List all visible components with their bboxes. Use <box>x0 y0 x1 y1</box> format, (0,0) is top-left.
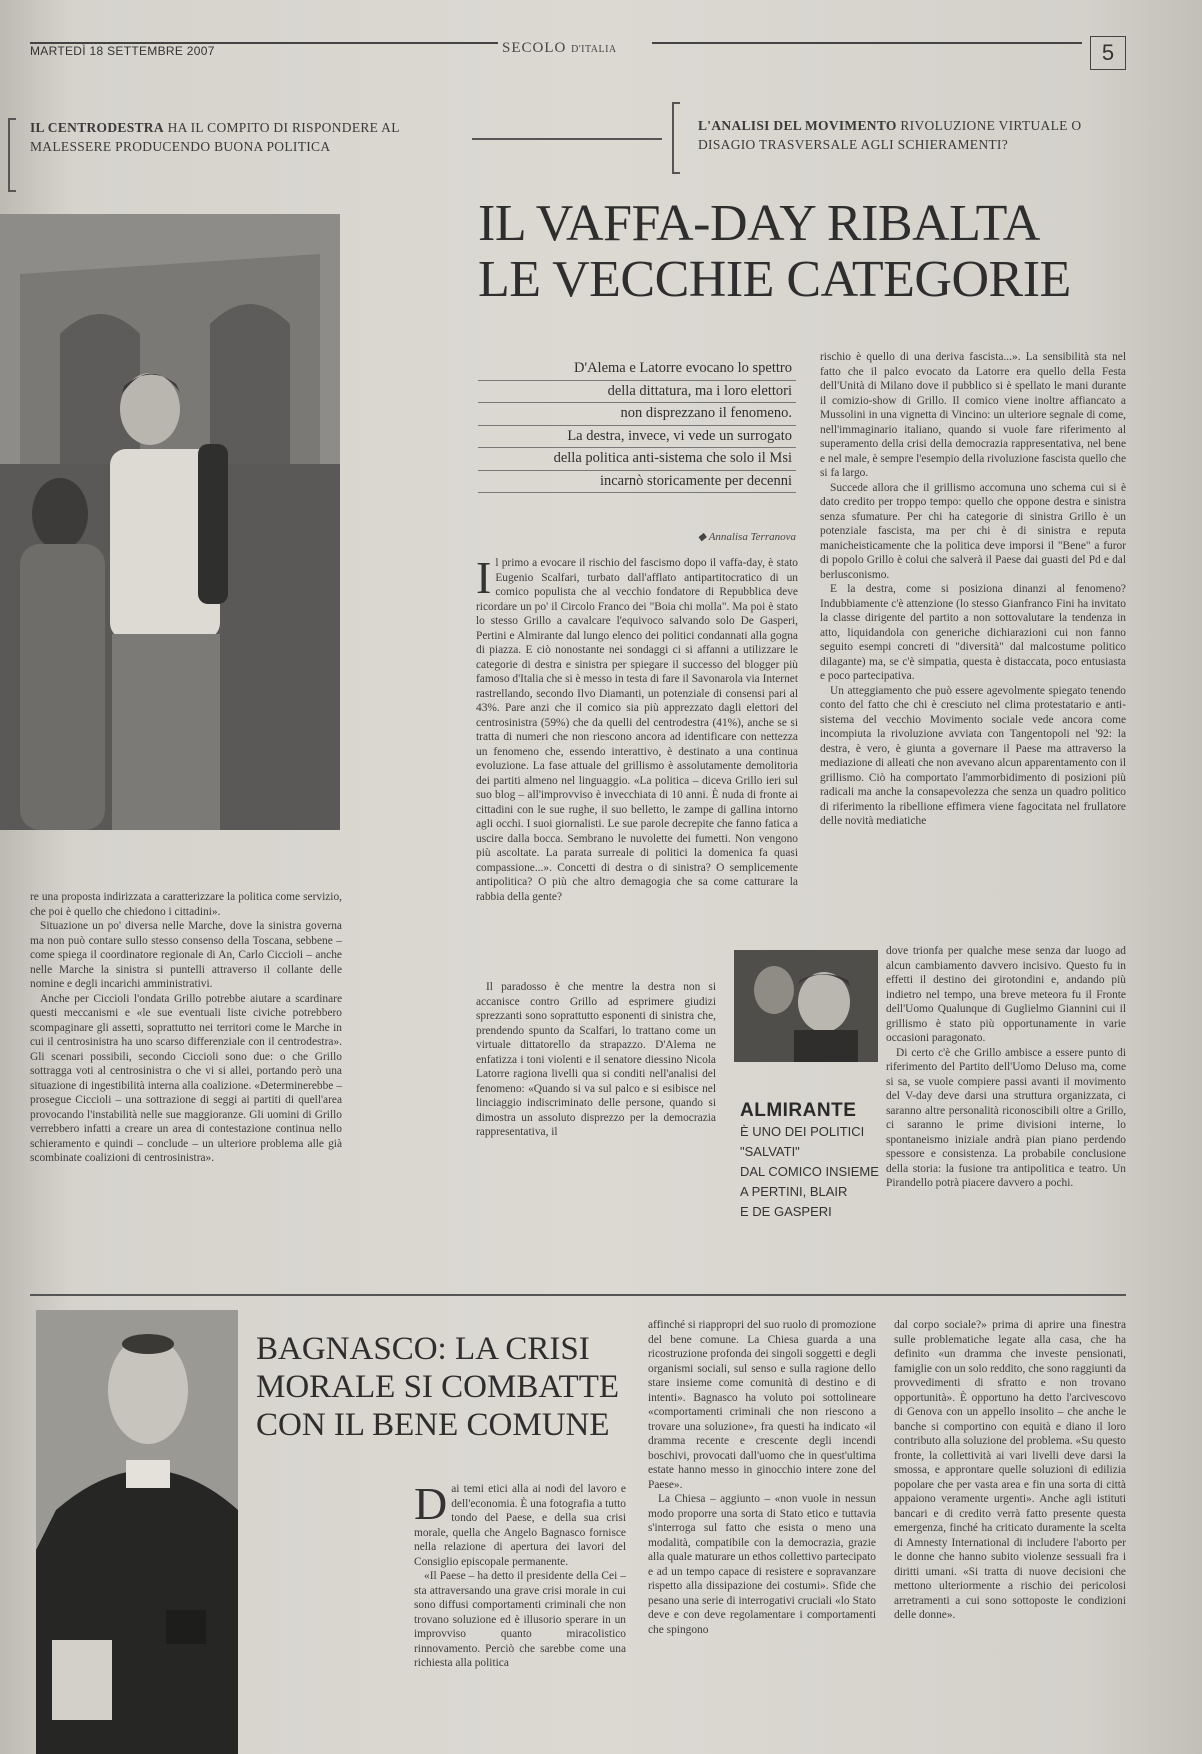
caption-name: ALMIRANTE <box>740 1100 857 1121</box>
masthead-title: SECOLO <box>502 40 567 56</box>
page-number: 5 <box>1090 36 1126 70</box>
main-headline <box>478 196 1178 308</box>
second-headline-line: MORALE SI COMBATTE <box>256 1369 620 1405</box>
second-column-2 <box>648 1318 876 1750</box>
left-col-paragraph: re una proposta indirizzata a caratterizzare la politica come servizio, che poi è quello che chiedono i cittadini». <box>30 891 342 918</box>
second-headline <box>256 1330 636 1444</box>
bagnasco-photo <box>36 1310 238 1754</box>
main-column-b <box>820 350 1126 944</box>
left-column <box>30 890 342 1266</box>
kicker-right-bold: L'ANALISI DEL MOVIMENTO <box>698 118 897 133</box>
almirante-photo-illustration <box>734 950 878 1062</box>
main-column-a <box>476 556 798 980</box>
kicker-left <box>30 118 410 156</box>
kicker-left-bold: IL CENTRODESTRA <box>30 120 164 135</box>
main-col-b-paragraph: Un atteggiamento che può essere agevolmente spiegato tenendo conto del fatto che chi è cresciuto nel clima protestatario e anti-sistema del vecchio Movimento sociale vede ancora come incompiuta la rivoluzione avviata con Tangentopoli nel '92: la destra, è vero, è giunta a governare il Paese ma attraverso la mediazione di alleati che non avevano alcun apparentamento con il grillismo. Ciò ha comportato l'ammorbidimento di posizioni più radicali ma anche la consapevolezza che senza un quadro politico di riferimento la ribellione effimera viene fagocitata nel frullatore delle novità mediatiche <box>820 684 1126 827</box>
subdeck-line: della politica anti-sistema che solo il Msi <box>478 448 796 471</box>
main-column-b-cont <box>886 944 1126 1254</box>
second-col2-paragraph: affinché si riappropri del suo ruolo di promozione del bene comune. La Chiesa guarda a una ricostruzione profonda dei singoli soggetti e degli organismi sociali, sul senso e sulla ragione dello stare insieme come comunità di destino e di intenti». Bagnasco ha voluto poi sottolineare «comportamenti criminali che non riescono a trovare una soluzione», fra questi ha indicato «il dramma recente e crescente degli incendi boschivi, provocati dall'uomo che in quest'ultima estate hanno messo in ginocchio intere zone del Paese». <box>648 1319 876 1491</box>
caption-line: E DE GASPERI <box>740 1204 832 1219</box>
header-date: MARTEDÌ 18 SETTEMBRE 2007 <box>30 44 215 58</box>
second-col3-paragraph: dal corpo sociale?» prima di aprire una finestra sulle problematiche legate alla casa, che ha definito «un dramma che investe pensionati, famiglie con un solo reddito, che sono raggiunti da provvedimenti di sfratto e non trovano opportunità». È opportuno ha detto l'arcivescovo di Genova con un appello insolito – che anche le banche si comportino con equità e diano il loro contributo alla soluzione del problema. «Su questo fronte, la collettività ai vari livelli deve darsi la smossa, e approntare quelle soluzioni di edilizia popolare che per vasta area e fin una sorta di città appaiono veramente urgenti». Anche agli istituti bancari e di credito verrà fatto presente questa emergenza, finché ha criticato duramente la scelta di Amnesty International di includere l'aborto per le donne che hanno subito violenze sessuali fra i diritti umani. «Si tratta di nuove decisioni che mettono ulteriormente a rischio dei pericolosi arretramenti a cui sono sottoposte le condizioni delle donne». <box>894 1319 1126 1621</box>
subdeck-line: incarnò storicamente per decenni <box>478 471 796 494</box>
byline-diamond-icon: ◆ <box>697 531 709 543</box>
main-col-b-paragraph: rischio è quello di una deriva fascista...». La sensibilità sta nel fatto che il palco evocato da Latorre era quello della Festa dell'Unità di Milano dove il pubblico si è spellato le mani durante il comizio-show di Grillo. Il comico viene inoltre affiancato a Mussolini in una vignetta di Vincino: un ulteriore segnale di come, nell'immaginario italiano, quando si vuole fare riferimento al superamento della crisi della democrazia rappresentativa, nel bene e nel male, è sempre l'esempio della rivoluzione fascista quello che si fa largo. <box>820 351 1126 479</box>
main-headline-line2: LE VECCHIE CATEGORIE <box>478 251 1071 308</box>
almirante-photo <box>734 950 878 1062</box>
dropcap: D <box>414 1482 448 1529</box>
byline-author: Annalisa Terranova <box>708 531 796 543</box>
second-column-3 <box>894 1318 1126 1750</box>
dropcap: I <box>476 556 492 603</box>
main-col-b-paragraph: E la destra, come si posiziona dinanzi al fenomeno? Indubbiamente c'è attenzione (lo stesso Gianfranco Fini ha invitato la classe dirigente del partito a non sottovalutare la tendenza in atto, liquidandola con generiche dichiarazioni cui non fanno seguito esempi concreti di "diversità" dal malcostume politico dilagante) ma, se c'è simpatia, questa è distaccata, poco entusiasta e poco partecipativa. <box>820 583 1126 682</box>
main-photo-young-people <box>0 214 340 830</box>
caption-line: "SALVATI" <box>740 1144 800 1159</box>
second-col2-paragraph: La Chiesa – aggiunto – «non vuole in nessun modo proporre una sorta di Stato etico e tuttavia s'interroga sul fatto che esista o meno una modalità, compatibile con la democrazia, grazie alla quale maturare un ethos collettivo partecipato e ad un tempo capace di resistere e sopravanzare rispetto alla dissipazione dei costumi». Sfide che pesano una serie di interrogativi cruciali «lo Stato deve e con deve regolamentare i comportamenti che spingono <box>648 1493 876 1636</box>
kicker-right-brace <box>672 102 680 174</box>
second-column-1 <box>414 1482 626 1750</box>
main-photo-illustration <box>0 214 340 830</box>
main-col-b-paragraph: Di certo c'è che Grillo ambisce a essere punto di riferimento del Partito dell'Uomo Deluso ma, come si sa, se vuole compiere passi avanti il movimento del V-day deve darsi una struttura organizzata, ci saranno altre personalità riconoscibili oltre a Grillo, ci saranno le prime divisioni interne, lo spontaneismo iniziale andrà pian piano perdendo spessore e consistenza. La probabile conclusione della storia: la fusione tra antipolitica e teatro. Un Pirandello potrà piacere davvero a pochi. <box>886 1046 1126 1189</box>
second-col1-paragraph: Dai temi etici alla ai nodi del lavoro e dell'economia. È una fotografia a tutto tondo del Paese, e della sua crisi morale, quella che Angelo Bagnasco fornisce nella relazione di apertura dei lavori del Consiglio episcopale permanente. <box>414 1482 626 1568</box>
main-col-b-paragraph: Succede allora che il grillismo accomuna uno schema cui si è dato credito per troppo tempo: quello che oppone destra e sinistra senza sfumature. Per chi ha categorie di sinistra Grillo è un potenziale fascista, ma per chi è di sinistra e reputa manicheisticamente che la politica deve imporsi il "Bene" a furor di popolo Grillo è colui che salverà il Paese dai guasti del Pd e dal berlusconismo. <box>820 481 1126 581</box>
subdeck <box>478 358 796 493</box>
main-headline-line1: IL VAFFA-DAY RIBALTA <box>478 195 1040 252</box>
bagnasco-photo-illustration <box>36 1310 238 1754</box>
main-col-b-paragraph: dove trionfa per qualche mese senza dar luogo ad alcun cambiamento davvero incisivo. Questo fu in effetti il destino dei girotondini e, andando più indietro nel tempo, una breve meteora fu il Fronte dell'Uomo Qualunque di Guglielmo Giannini cui il grillismo è stato più opportunamente in varie occasioni paragonato. <box>886 945 1126 1044</box>
kicker-left-brace <box>8 118 16 192</box>
kicker-right <box>698 116 1118 154</box>
masthead <box>502 40 617 57</box>
subdeck-line: La destra, invece, vi vede un surrogato <box>478 426 796 449</box>
main-column-a-cont <box>476 980 716 1254</box>
caption-line: A PERTINI, BLAIR <box>740 1184 848 1199</box>
subdeck-line: della dittatura, ma i loro elettori <box>478 381 796 404</box>
left-col-paragraph: Anche per Ciccioli l'ondata Grillo potrebbe aiutare a scardinare questi meccanismi e «le sue eventuali liste civiche potrebbero scompaginare gli assetti, soprattutto nei territori come le Marche in cui il centrosinistra ha uno scarso differenziale con il centrodestra». Gli scenari possibili, secondo Ciccioli sono due: o che Grillo sottragga voti al centrosinistra o che vi si allei, portando però una situazione di ingestibilità interna alla coalizione. «Determinerebbe – prosegue Ciccioli – una sottrazione di seggi ai partiti di quell'area provocando l'instabilità nelle sue maggioranze. Gli uomini di Grillo verrebbero infatti a creare un area di contestazione continua nello schieramento e quindi – conclude – un ulteriore problema alle già scombinate coalizioni di centrosinistra». <box>30 992 342 1164</box>
kicker-right-text: RIVOLUZIONE VIRTUALE O DISAGIO TRASVERSALE AGLI SCHIERAMENTI? <box>698 118 1082 152</box>
main-col-a-paragraph: Il paradosso è che mentre la destra non si accanisce contro Grillo ad esprimere giudizi sprezzanti sono soprattutto esponenti di sinistra che, prendendo spunto da Scalfari, lo trattano come un virtuale dittatorello da strapazzo. D'Alema ne enfatizza i toni violenti e il senatore diessino Nicola Latorre ragiona livelli qua si conditi nell'analisi del fenomeno: «Quando si va sul palco e si esibisce nel linciaggio indiscriminato delle persone, quando si dimostra un assoluto disprezzo per la democrazia rappresentativa, il <box>476 981 716 1138</box>
caption-line: DAL COMICO INSIEME <box>740 1164 879 1179</box>
second-headline-line: CON IL BENE COMUNE <box>256 1407 610 1443</box>
masthead-suffix: D'ITALIA <box>571 44 617 55</box>
caption-line: È UNO DEI POLITICI <box>740 1124 865 1139</box>
section-divider <box>30 1294 1126 1296</box>
byline <box>662 530 796 543</box>
kicker-left-text: HA IL COMPITO DI RISPONDERE AL MALESSERE PRODUCENDO BUONA POLITICA <box>30 120 400 154</box>
main-col-a-paragraph: Il primo a evocare il rischio del fascismo dopo il vaffa-day, è stato Eugenio Scalfari, turbato dall'afflato antipartitocratico di un comico populista che al vecchio fondatore di Repubblica deve ricordare un po' il Circolo Franco dei "Boia chi molla". Ma poi è stato lo stesso Grillo a cavalcare l'equivoco salvando solo De Gasperi, Pertini e Almirante dal lungo elenco dei politici condannati alla gogna di piazza. E ciò nonostante nei sondaggi ci si affanni a utilizzare le categorie di destra e sinistra per spiegare il successo del blogger più famoso d'Italia che si è messo in testa di fare il Savonarola via Internet rastrellando, secondo Ilvo Diamanti, un potenziale di consensi pari al 43%. Pare anzi che il comico sia più apprezzato dagli elettori del centrosinistra (59%) che da quelli del centrodestra (41%), anche se si tratta di numeri che non riescono ancora ad identificare con nettezza un fenomeno che, essendo interattivo, è destinato a una continua evoluzione. La fase attuale del grillismo è assolutamente demolitoria dei partiti almeno nel linguaggio. «La politica – diceva Grillo ieri sul suo blog – all'improvviso è invecchiata di 10 anni. È nuda di fronte ai cittadini con le sue rughe, il suo belletto, le zampe di gallina intorno agli occhi. I suoi giornalisti. Le sue parole decrepite che fanno fatica a uscire dalla bocca. Sembrano le nuvolette dei fumetti. Non vengono più ascoltate. La parata surreale di politici la domenica fa quasi compassione...». Concetti di destra o di sinistra? O semplicemente antipolitica? O più che altro demagogia che sa come catturare la rabbia della gente? <box>476 556 798 903</box>
kicker-divider <box>472 138 662 140</box>
subdeck-line: D'Alema e Latorre evocano lo spettro <box>478 358 796 381</box>
photo-caption <box>740 1100 880 1222</box>
second-col1-paragraph: «Il Paese – ha detto il presidente della Cei – sta attraversando una grave crisi morale in cui sono diffusi comportamenti criminali che non trovano soluzione ed è illusorio sperare in un improvviso quanto miracolistico rinnovamento. Perciò che sarebbe come una richiesta alla politica <box>414 1570 626 1669</box>
header-rule-right <box>652 42 1082 44</box>
second-headline-line: BAGNASCO: LA CRISI <box>256 1331 590 1367</box>
left-col-paragraph: Situazione un po' diversa nelle Marche, dove la sinistra governa ma non può contare sullo stesso consenso della Toscana, sebbene – come spiega il coordinatore regionale di An, Carlo Ciccioli – anche nelle Marche la sinistra si puntelli attraverso il collante delle nomine e degli incarichi amministrativi. <box>30 920 342 990</box>
subdeck-line: non disprezzano il fenomeno. <box>478 403 796 426</box>
